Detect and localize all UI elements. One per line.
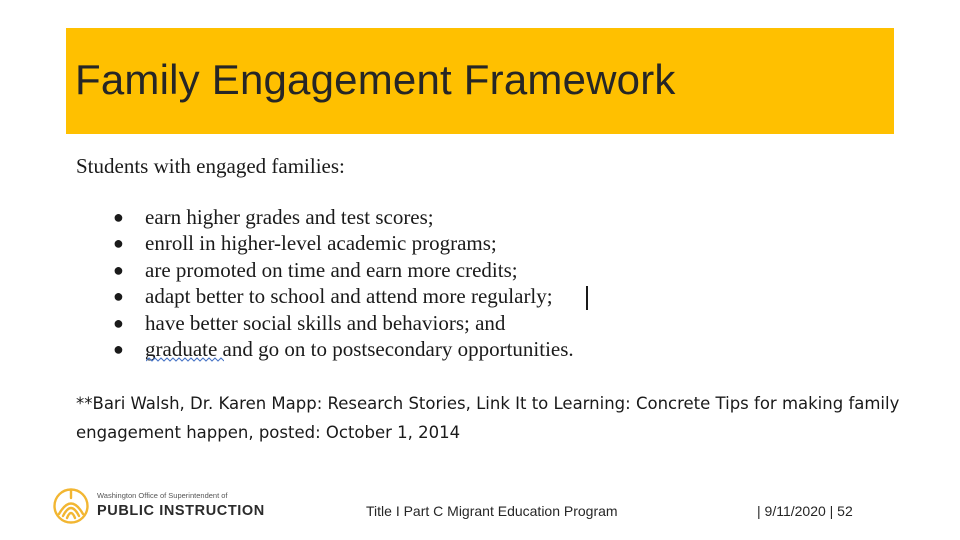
intro-text: Students with engaged families: — [76, 154, 345, 178]
bullet-text: graduate and go on to postsecondary opportunities. — [145, 336, 574, 361]
bullet-icon: ● — [113, 338, 124, 359]
bullet-text: have better social skills and behaviors; and — [145, 310, 506, 335]
bullet-icon: ● — [113, 233, 124, 254]
bullet-text: are promoted on time and earn more credits; — [145, 257, 518, 282]
citation-line-2: engagement happen, posted: October 1, 2014 — [76, 423, 461, 442]
footer-date-page: | 9/11/2020 | 52 — [757, 503, 853, 519]
ospi-logo — [52, 487, 282, 527]
footer-program: Title I Part C Migrant Education Program — [366, 503, 618, 519]
logo-org-line: Washington Office of Superintendent of — [97, 491, 228, 500]
bullet-icon: ● — [113, 259, 124, 280]
bullet-icon: ● — [113, 312, 124, 333]
bullet-text: adapt better to school and attend more regularly; — [145, 284, 553, 309]
spellcheck-squiggle — [146, 357, 224, 363]
citation — [76, 389, 946, 447]
citation-line-1: **Bari Walsh, Dr. Karen Mapp: Research Stories, Link It to Learning: Concrete Tips for making family — [76, 394, 900, 413]
bullet-text: enroll in higher-level academic programs; — [145, 231, 497, 256]
logo-org-name: PUBLIC INSTRUCTION — [97, 503, 265, 519]
slide-title: Family Engagement Framework — [75, 56, 676, 103]
bullet-text: earn higher grades and test scores; — [145, 205, 434, 229]
bullet-icon: ● — [113, 286, 124, 307]
text-cursor — [586, 286, 588, 310]
sunburst-icon — [52, 487, 90, 525]
title-band — [66, 28, 894, 134]
bullet-icon: ● — [113, 207, 124, 227]
